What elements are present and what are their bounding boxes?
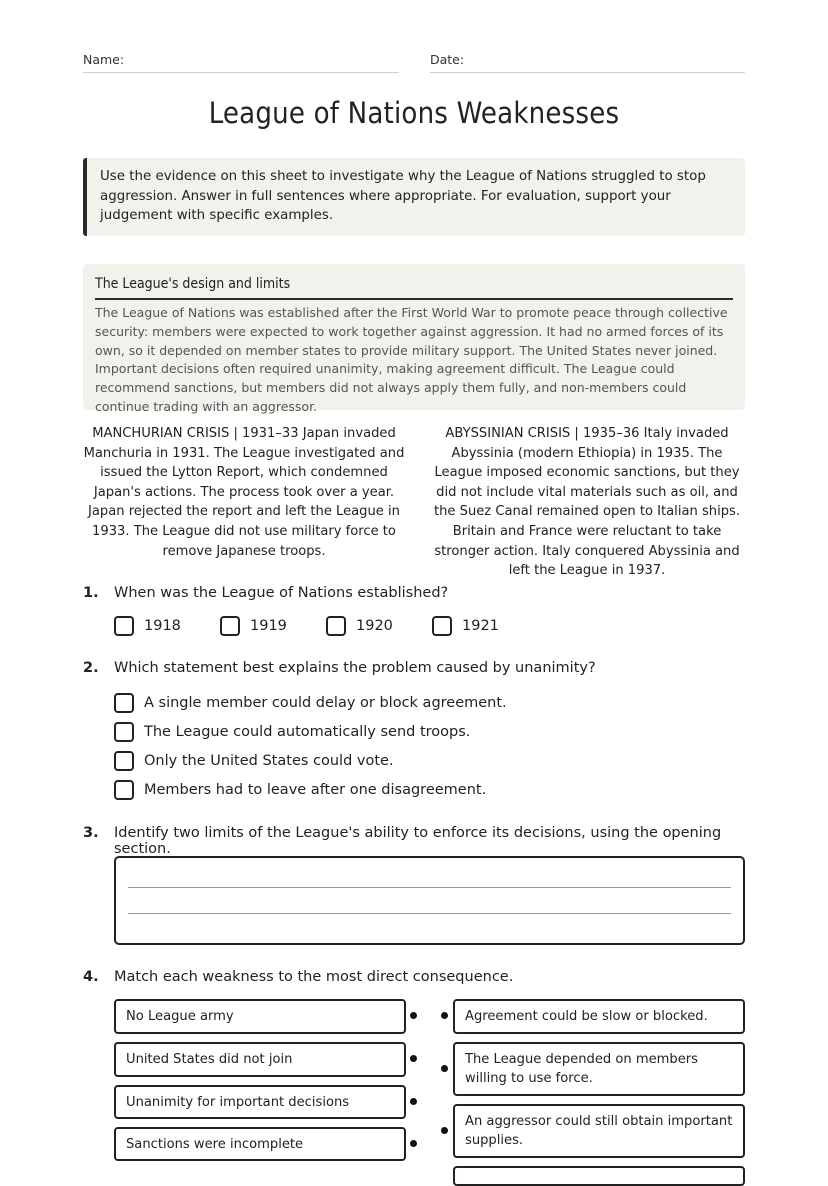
date-label: Date: <box>430 52 465 67</box>
option-checkbox[interactable] <box>432 614 499 638</box>
option-label: 1921 <box>462 618 499 634</box>
option-label: 1918 <box>144 618 181 634</box>
option-checkbox[interactable] <box>114 614 181 638</box>
match-dot-left[interactable] <box>410 1140 417 1147</box>
answer-box[interactable] <box>114 856 745 945</box>
checkbox[interactable] <box>114 780 134 800</box>
case-studies <box>83 424 745 579</box>
match-left-item[interactable]: No League army <box>114 999 406 1034</box>
question-1-number: 1. <box>83 585 99 601</box>
option-label: A single member could delay or block agreement. <box>144 695 507 711</box>
name-label: Name: <box>83 52 125 67</box>
match-dot-left[interactable] <box>410 1098 417 1105</box>
option-checkbox[interactable] <box>220 614 287 638</box>
match-dot-left[interactable] <box>410 1012 417 1019</box>
option-checkbox[interactable] <box>114 720 470 744</box>
case-manchurian: MANCHURIAN CRISIS | 1931–33 Japan invaded Manchuria in 1931. The League investigated and issued the Lytton Report, which condemned Japan's actions. The process took over a year. Japan rejected the report and left the League in 1933. The League did not use military force to remove Japanese troops. <box>83 426 405 559</box>
page-title: League of Nations Weaknesses <box>208 96 620 130</box>
match-left-item[interactable]: United States did not join <box>114 1042 406 1077</box>
context-body: The League of Nations was established after the First World War to promote peace through collective security: members were expected to work together against aggression. It had no armed forces of its own, so it depended on member states to provide military support. The United States never joined. Important decisions often required unanimity, making agreement difficult. The League could recommend sanctions, but members did not always apply them fully, and non-members could continue trading with an aggressor. <box>95 305 728 414</box>
case-abyssinian: ABYSSINIAN CRISIS | 1935–36 Italy invaded Abyssinia (modern Ethiopia) in 1935. The League imposed economic sanctions, but they did not include vital materials such as oil, and the Suez Canal remained open to Italian ships. Britain and France were reluctant to take stronger action. Italy conquered Abyssinia and left the League in 1937. <box>433 426 740 579</box>
header-row <box>83 52 745 74</box>
match-left-item[interactable]: Sanctions were incomplete <box>114 1127 406 1161</box>
question-3-number: 3. <box>83 825 99 841</box>
instructions-box: Use the evidence on this sheet to investigate why the League of Nations struggled to stop aggression. Answer in full sentences where appropriate. For evaluation, support your judgement with specific examples. <box>83 158 745 236</box>
match-right-item[interactable]: Agreement could be slow or blocked. <box>453 999 745 1034</box>
question-1-options <box>114 614 714 638</box>
option-label: The League could automatically send troops. <box>144 724 471 740</box>
question-4-text: Match each weakness to the most direct consequence. <box>114 969 514 985</box>
checkbox[interactable] <box>114 693 134 713</box>
option-label: Only the United States could vote. <box>144 753 394 769</box>
answer-line <box>128 887 731 888</box>
match-right-item[interactable]: An aggressor could still obtain important supplies. <box>453 1104 745 1158</box>
name-field[interactable] <box>83 52 399 73</box>
checkbox[interactable] <box>114 751 134 771</box>
checkbox[interactable] <box>326 616 346 636</box>
option-checkbox[interactable] <box>114 749 394 773</box>
context-panel <box>83 264 745 414</box>
option-checkbox[interactable] <box>114 691 507 715</box>
match-dot-left[interactable] <box>410 1055 417 1062</box>
question-2-text: Which statement best explains the problem caused by unanimity? <box>114 660 596 676</box>
question-4-number: 4. <box>83 969 99 985</box>
checkbox[interactable] <box>432 616 452 636</box>
option-label: 1919 <box>250 618 287 634</box>
option-label: Members had to leave after one disagreement. <box>144 782 487 798</box>
match-left-item[interactable]: Unanimity for important decisions <box>114 1085 406 1119</box>
question-3-text: Identify two limits of the League's ability to enforce its decisions, using the opening section. <box>114 825 722 857</box>
date-field[interactable] <box>430 52 745 73</box>
question-1-text: When was the League of Nations established? <box>114 585 449 601</box>
option-checkbox[interactable] <box>114 778 486 802</box>
match-dot-right[interactable] <box>441 1012 448 1019</box>
checkbox[interactable] <box>114 616 134 636</box>
checkbox[interactable] <box>220 616 240 636</box>
option-checkbox[interactable] <box>326 614 393 638</box>
match-right-item-partial[interactable] <box>453 1166 745 1186</box>
answer-line <box>128 913 731 914</box>
match-dot-right[interactable] <box>441 1127 448 1134</box>
checkbox[interactable] <box>114 722 134 742</box>
question-2-number: 2. <box>83 660 99 676</box>
match-right-item[interactable]: The League depended on members willing to use force. <box>453 1042 745 1096</box>
option-label: 1920 <box>356 618 393 634</box>
match-dot-right[interactable] <box>441 1065 448 1072</box>
context-title: The League's design and limits <box>95 276 733 300</box>
